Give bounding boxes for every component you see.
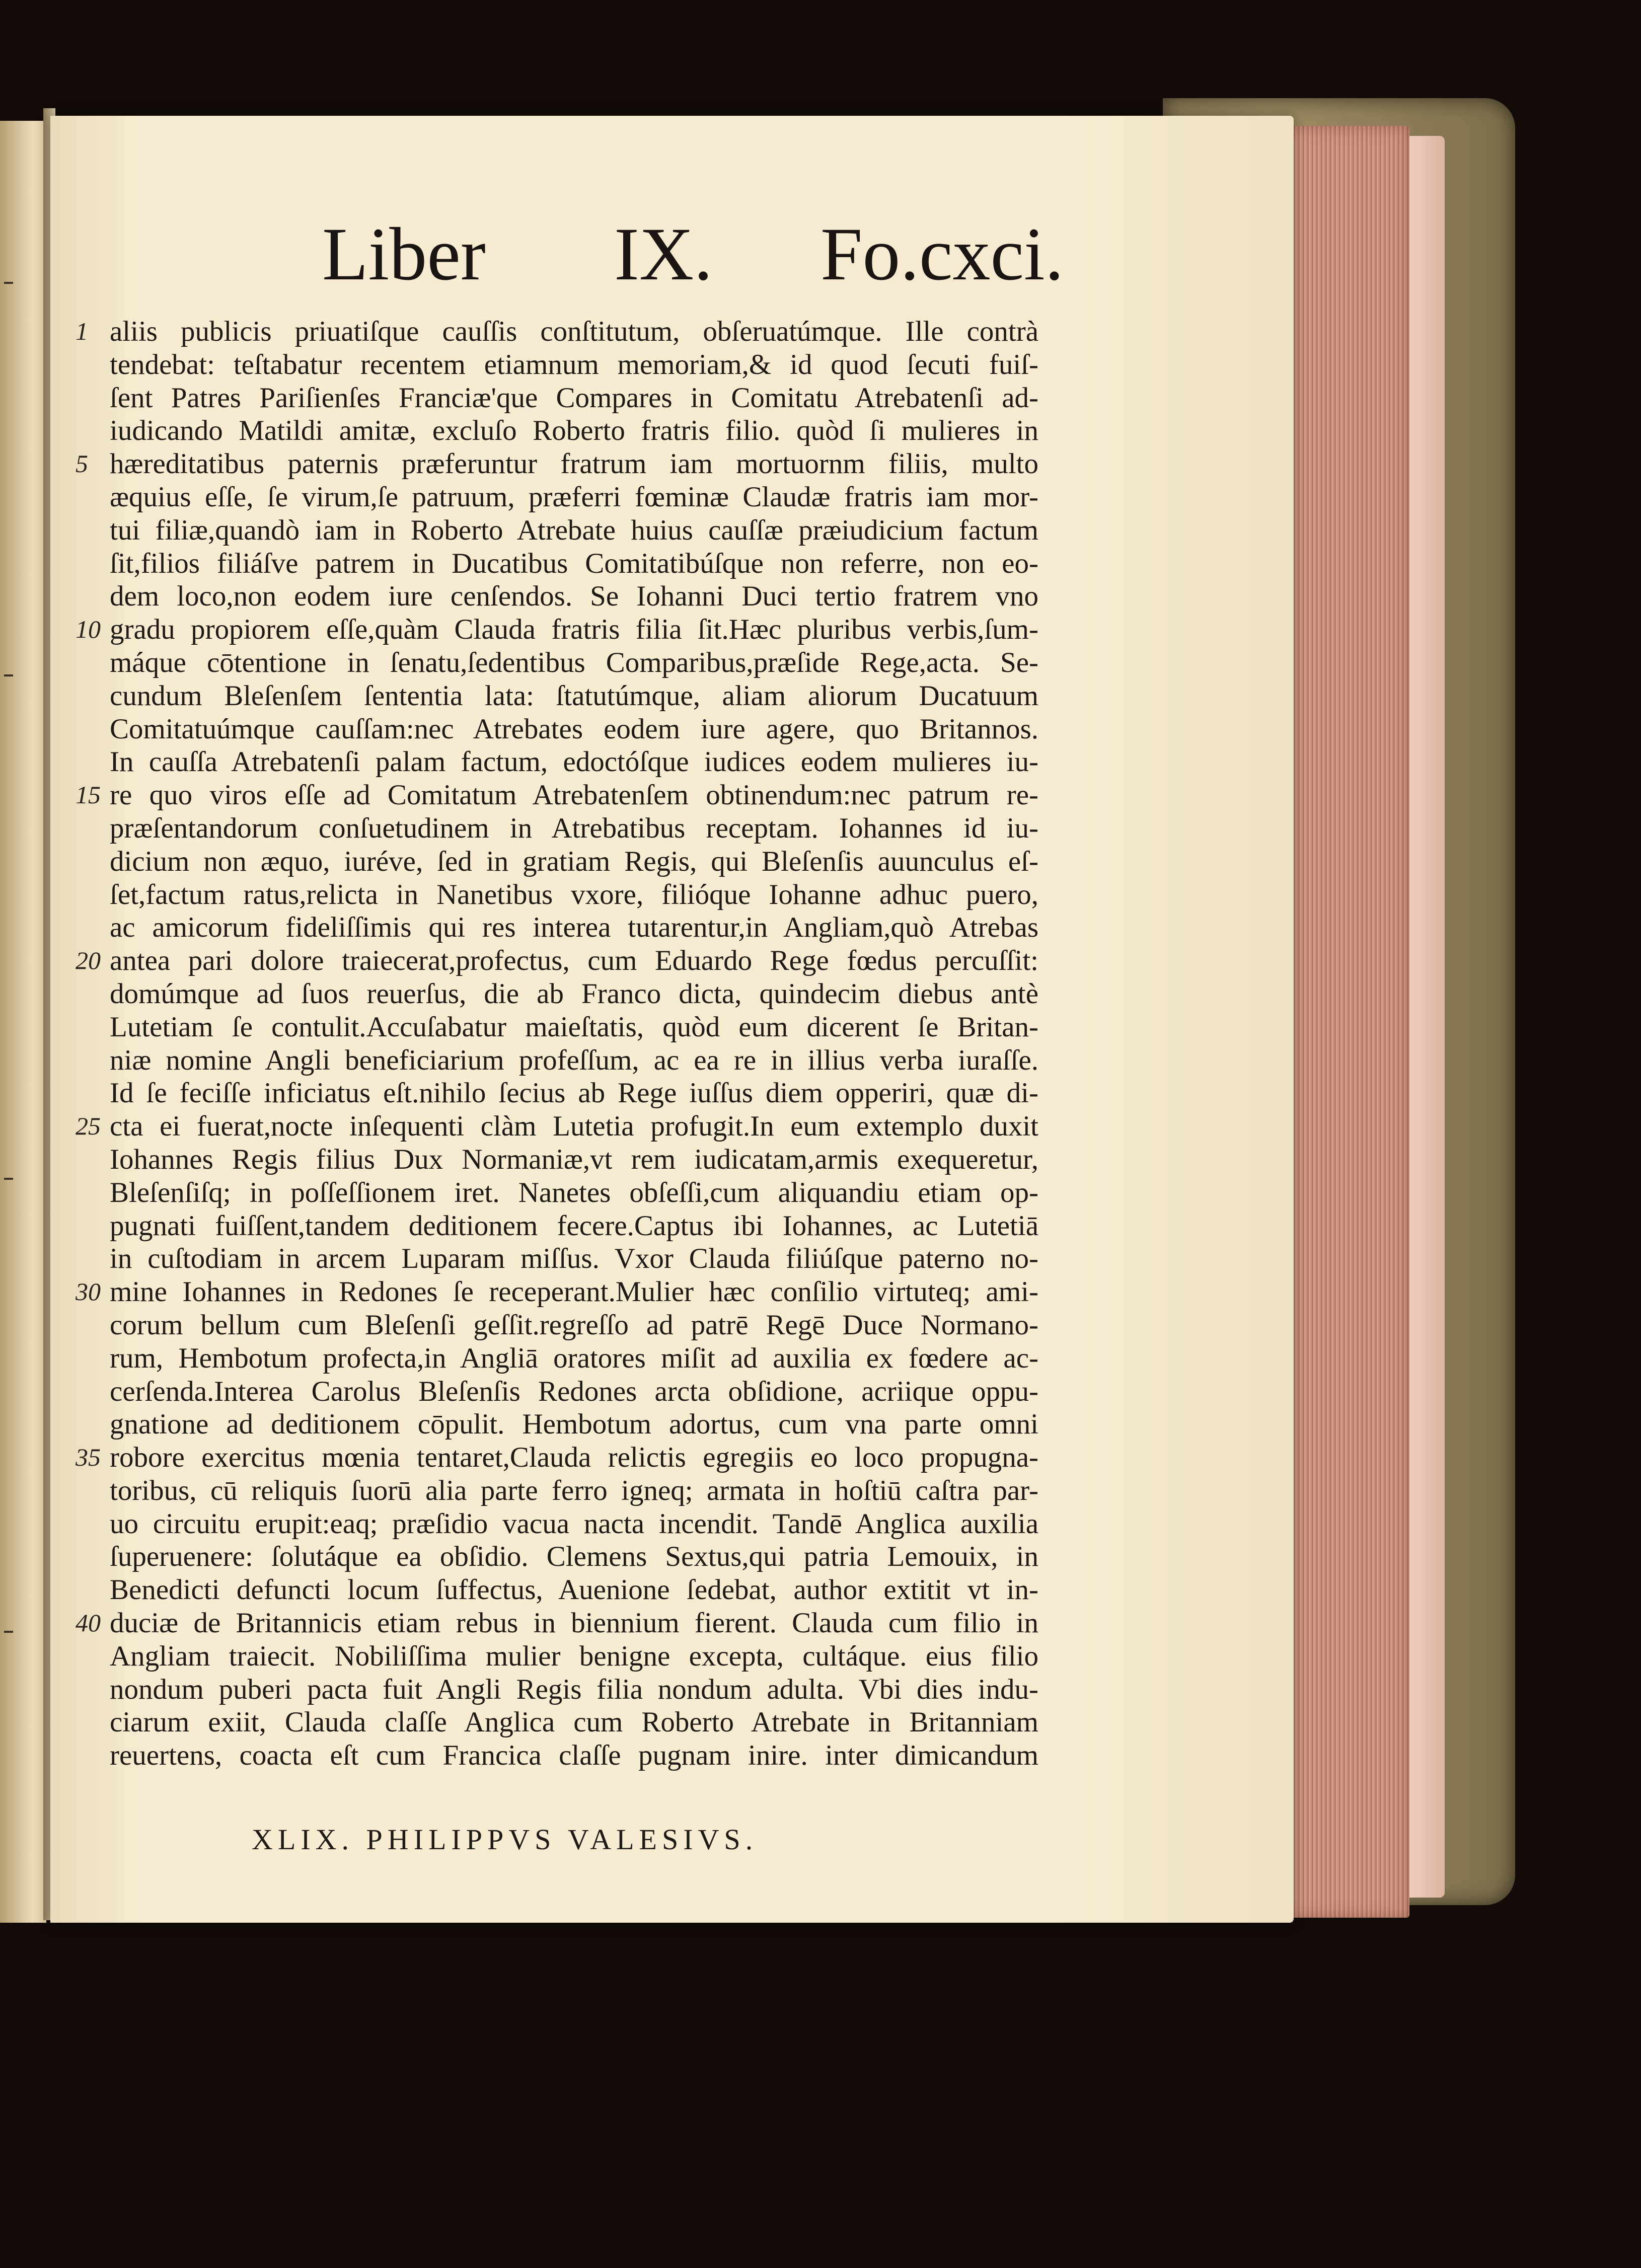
text-line: dem loco,non eodem iure cenſendos. Se Iohanni Duci tertio fratrem vno	[110, 580, 1038, 613]
text-line: corum bellum cum Bleſenſi geſſit.regreſſo ad patrē Regē Duce Normano-	[110, 1309, 1038, 1341]
line-number: 5	[76, 449, 88, 478]
facing-page-mark	[4, 1178, 13, 1180]
text-line: duciæ de Britannicis etiam rebus in biennium fierent. Clauda cum filio in	[110, 1607, 1038, 1639]
header-liber: Liber	[322, 212, 486, 296]
line-number: 40	[76, 1609, 101, 1637]
text-line: in cuſtodiam in arcem Luparam miſſus. Vxor Clauda filiúſque paterno no-	[110, 1243, 1038, 1275]
text-line: Comitatuúmque cauſſam:nec Atrebates eodem iure agere, quo Britannos.	[110, 713, 1038, 745]
text-line: dicium non æquo, iuréve, ſed in gratiam Regis, qui Bleſenſis auunculus eſ-	[110, 845, 1038, 877]
text-line: Id ſe feciſſe inficiatus eſt.nihilo ſecius ab Rege iuſſus diem opperiri, quæ di-	[110, 1077, 1038, 1109]
text-line: In cauſſa Atrebatenſi palam factum, edoctóſque iudices eodem mulieres iu-	[110, 746, 1038, 778]
text-line: cta ei fuerat,nocte inſequenti clàm Lutetia profugit.In eum extemplo duxit	[110, 1110, 1038, 1143]
text-line: pugnati fuiſſent,tandem deditionem fecere.Captus ibi Iohannes, ac Lutetiā	[110, 1209, 1038, 1242]
text-line: nondum puberi pacta fuit Angli Regis filia nondum adulta. Vbi dies indu-	[110, 1673, 1038, 1705]
text-line: iudicando Matildi amitæ, excluſo Roberto fratris filio. quòd ſi mulieres in	[110, 415, 1038, 447]
line-number: 25	[76, 1112, 101, 1141]
text-line: Bleſenſiſq; in poſſeſſionem iret. Nanetes obſeſſi,cum aliquandiu etiam op-	[110, 1176, 1038, 1208]
text-line: ſuperuenere: ſolutáque ea obſidio. Clemens Sextus,qui patria Lemouix, in	[110, 1541, 1038, 1573]
page-edges-red	[1279, 126, 1409, 1918]
text-line: hæreditatibus paternis præferuntur fratrum iam mortuornm filiis, multo	[110, 448, 1038, 480]
line-number: 1	[76, 317, 88, 345]
line-number: 20	[76, 946, 101, 975]
text-line: re quo viros eſſe ad Comitatum Atrebatenſem obtinendum:nec patrum re-	[110, 779, 1038, 811]
line-number: 35	[76, 1443, 101, 1472]
text-line: niæ nomine Angli beneficiarium profeſſum, ac ea re in illius verba iuraſſe.	[110, 1044, 1038, 1076]
text-line: reuertens, coacta eſt cum Francica claſſe pugnam inire. inter dimicandum	[110, 1740, 1038, 1772]
text-line: Angliam traiecit. Nobiliſſima mulier benigne excepta, cultáque. eius filio	[110, 1640, 1038, 1672]
facing-page-mark	[4, 1631, 13, 1633]
text-line: gnatione ad deditionem cōpulit. Hembotum adortus, cum vna parte omni	[110, 1408, 1038, 1441]
text-line: toribus, cū reliquis ſuorū alia parte ferro igneq; armata in hoſtiū caſtra par-	[110, 1474, 1038, 1506]
facing-page-edge	[0, 121, 46, 1923]
line-number: 30	[76, 1277, 101, 1306]
catchword-footer: XLIX. PHILIPPVS VALESIVS.	[252, 1823, 758, 1856]
text-line: ſet,factum ratus,relicta in Nanetibus vxore, filióque Iohanne adhuc puero,	[110, 878, 1038, 911]
text-line: uo circuitu erupit:eaq; præſidio vacua nacta incendit. Tandē Anglica auxilia	[110, 1507, 1038, 1540]
text-line: gradu propiorem eſſe,quàm Clauda fratris filia ſit.Hæc pluribus verbis,ſum-	[110, 614, 1038, 646]
facing-page-mark	[4, 282, 13, 284]
text-line: rum, Hembotum profecta,in Angliā oratores miſit ad auxilia ex fœdere ac-	[110, 1342, 1038, 1374]
text-line: ſit,filios filiáſve patrem in Ducatibus Comitatibúſque non referre, non eo-	[110, 547, 1038, 579]
facing-page-mark	[4, 674, 13, 676]
text-line: ſent Patres Pariſienſes Franciæ'que Compares in Comitatu Atrebatenſi ad-	[110, 382, 1038, 414]
text-line: máque cōtentione in ſenatu,ſedentibus Comparibus,præſide Rege,acta. Se-	[110, 646, 1038, 678]
body-text	[110, 315, 1038, 1772]
text-line: Benedicti defuncti locum ſuffectus, Auenione ſedebat, author extitit vt in-	[110, 1574, 1038, 1606]
text-line: cundum Bleſenſem ſententia lata: ſtatutúmque, aliam aliorum Ducatuum	[110, 679, 1038, 712]
text-line: aliis publicis priuatiſque cauſſis conſtitutum, obſeruatúmque. Ille contrà	[110, 316, 1038, 347]
page-block-outer	[1404, 136, 1445, 1898]
text-line: æquius eſſe, ſe virum,ſe patruum, præferri fœminæ Claudæ fratris iam mor-	[110, 481, 1038, 513]
header-book-number: IX.	[614, 212, 713, 296]
text-line: Lutetiam ſe contulit.Accuſabatur maieſtatis, quòd eum dicerent ſe Britan-	[110, 1011, 1038, 1043]
text-line: domúmque ad ſuos reuerſus, die ab Franco dicta, quindecim diebus antè	[110, 977, 1038, 1010]
text-line: cerſenda.Interea Carolus Bleſenſis Redones arcta obſidione, acriique oppu-	[110, 1375, 1038, 1407]
text-line: robore exercitus mœnia tentaret,Clauda relictis egregiis eo loco propugna-	[110, 1442, 1038, 1474]
header-folio: Fo.cxci.	[820, 212, 1064, 296]
text-line: ciarum exiit, Clauda claſſe Anglica cum Roberto Atrebate in Britanniam	[110, 1706, 1038, 1738]
text-line: Iohannes Regis filius Dux Normaniæ,vt rem iudicatam,armis exequeretur,	[110, 1143, 1038, 1175]
text-line: mine Iohannes in Redones ſe receperant.Mulier hæc conſilio virtuteq; ami-	[110, 1276, 1038, 1308]
text-line: præſentandorum conſuetudinem in Atrebatibus receptam. Iohannes id iu-	[110, 812, 1038, 844]
line-number: 10	[76, 615, 101, 644]
text-line: tendebat: teſtabatur recentem etiamnum memoriam,& id quod ſecuti fuiſ-	[110, 348, 1038, 381]
line-number: 15	[76, 781, 101, 809]
text-line: ac amicorum fideliſſimis qui res interea tutarentur,in Angliam,quò Atrebas	[110, 912, 1038, 944]
text-line: tui filiæ,quandò iam in Roberto Atrebate huius cauſſæ præiudicium factum	[110, 514, 1038, 546]
running-header	[322, 206, 1077, 302]
text-line: antea pari dolore traiecerat,profectus, cum Eduardo Rege fœdus percuſſit:	[110, 945, 1038, 977]
